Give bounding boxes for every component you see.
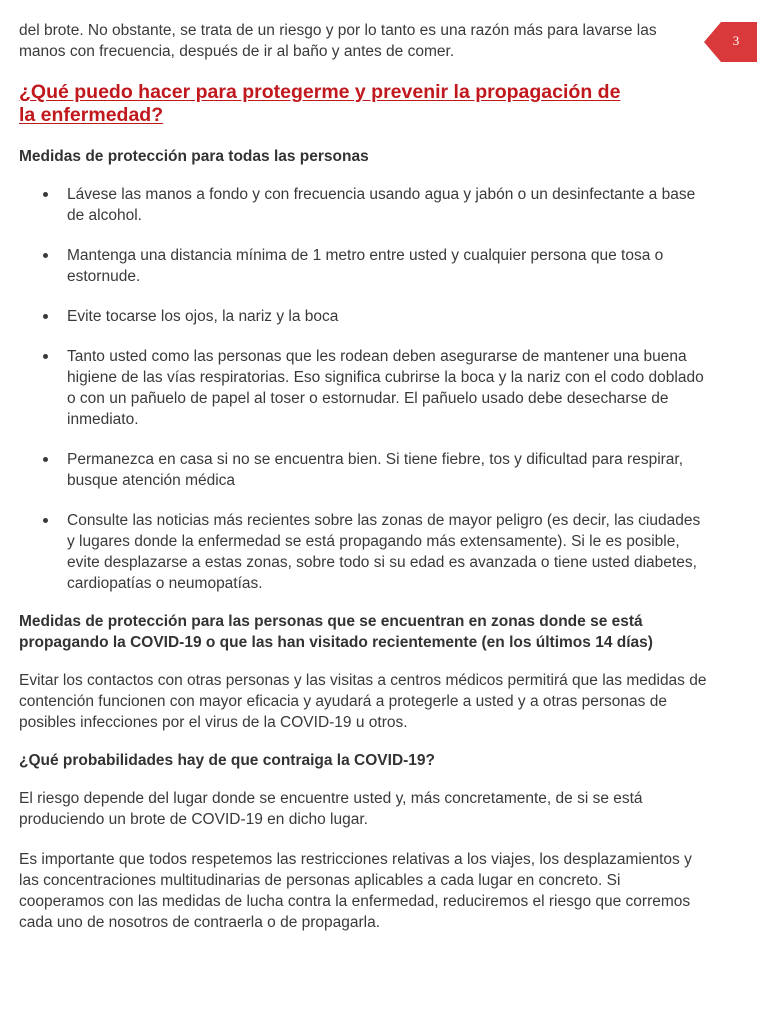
list-item [19,449,709,491]
subheading-all-people: Medidas de protección para todas las personas [19,148,369,165]
zones-paragraph: Evitar los contactos con otras personas y las visitas a centros médicos permitirá que las medidas de contención funcionen con mayor eficacia y ayudará a protegerle a usted y a otras personas de posibles infecciones por el virus de la COVID-19 u otros. [19,672,707,731]
page-number-tab [704,22,757,62]
document-page [19,20,709,933]
bullet-icon [43,518,48,523]
section-title: ¿Qué puedo hacer para protegerme y prevenir la propagación de la enfermedad? [19,81,621,126]
list-item [19,346,709,430]
probability-paragraph-1: El riesgo depende del lugar donde se encuentre usted y, más concretamente, de si se está produciendo un brote de COVID-19 en dicho lugar. [19,790,643,828]
list-item [19,510,709,594]
bullet-icon [43,314,48,319]
subheading-zones: Medidas de protección para las personas que se encuentran en zonas donde se está propagando la COVID-19 o que las han visitado recientemente (en los últimos 14 días) [19,613,653,651]
list-item-text: Evite tocarse los ojos, la nariz y la boca [67,308,339,325]
protection-measures-list [19,184,709,594]
bullet-icon [43,253,48,258]
bullet-icon [43,192,48,197]
list-item-text: Lávese las manos a fondo y con frecuencia usando agua y jabón o un desinfectante a base de alcohol. [67,186,696,224]
subheading-probability: ¿Qué probabilidades hay de que contraiga la COVID-19? [19,752,436,769]
list-item-text: Mantenga una distancia mínima de 1 metro entre usted y cualquier persona que tosa o estornude. [67,247,664,285]
list-item-text: Tanto usted como las personas que les rodean deben asegurarse de mantener una buena higiene de las vías respiratorias. Eso significa cubrirse la boca y la nariz con el codo doblado o con un pañuelo de papel al toser o estornudar. El pañuelo usado debe desecharse de inmediato. [67,348,704,428]
list-item-text: Permanezca en casa si no se encuentra bien. Si tiene fiebre, tos y dificultad para respirar, busque atención médica [67,451,684,489]
page-number: 3 [732,33,740,48]
probability-paragraph-2: Es importante que todos respetemos las restricciones relativas a los viajes, los desplazamientos y las concentraciones multitudinarias de personas aplicables a cada lugar en concreto. Si cooperamos con las medidas de lucha contra la enfermedad, reduciremos el riesgo que corremos cada uno de nosotros de contraerla o de propagarla. [19,851,692,931]
list-item-text: Consulte las noticias más recientes sobre las zonas de mayor peligro (es decir, las ciudades y lugares donde la enfermedad se está propagando más extensamente). Si le es posible, evite desplazarse a estas zonas, sobre todo si su edad es avanzada o tiene usted diabetes, cardiopatías o neumopatías. [67,512,701,592]
intro-paragraph: del brote. No obstante, se trata de un riesgo y por lo tanto es una razón más para lavarse las manos con frecuencia, después de ir al baño y antes de comer. [19,22,657,60]
list-item [19,306,709,327]
bullet-icon [43,457,48,462]
list-item [19,184,709,226]
list-item [19,245,709,287]
bullet-icon [43,354,48,359]
